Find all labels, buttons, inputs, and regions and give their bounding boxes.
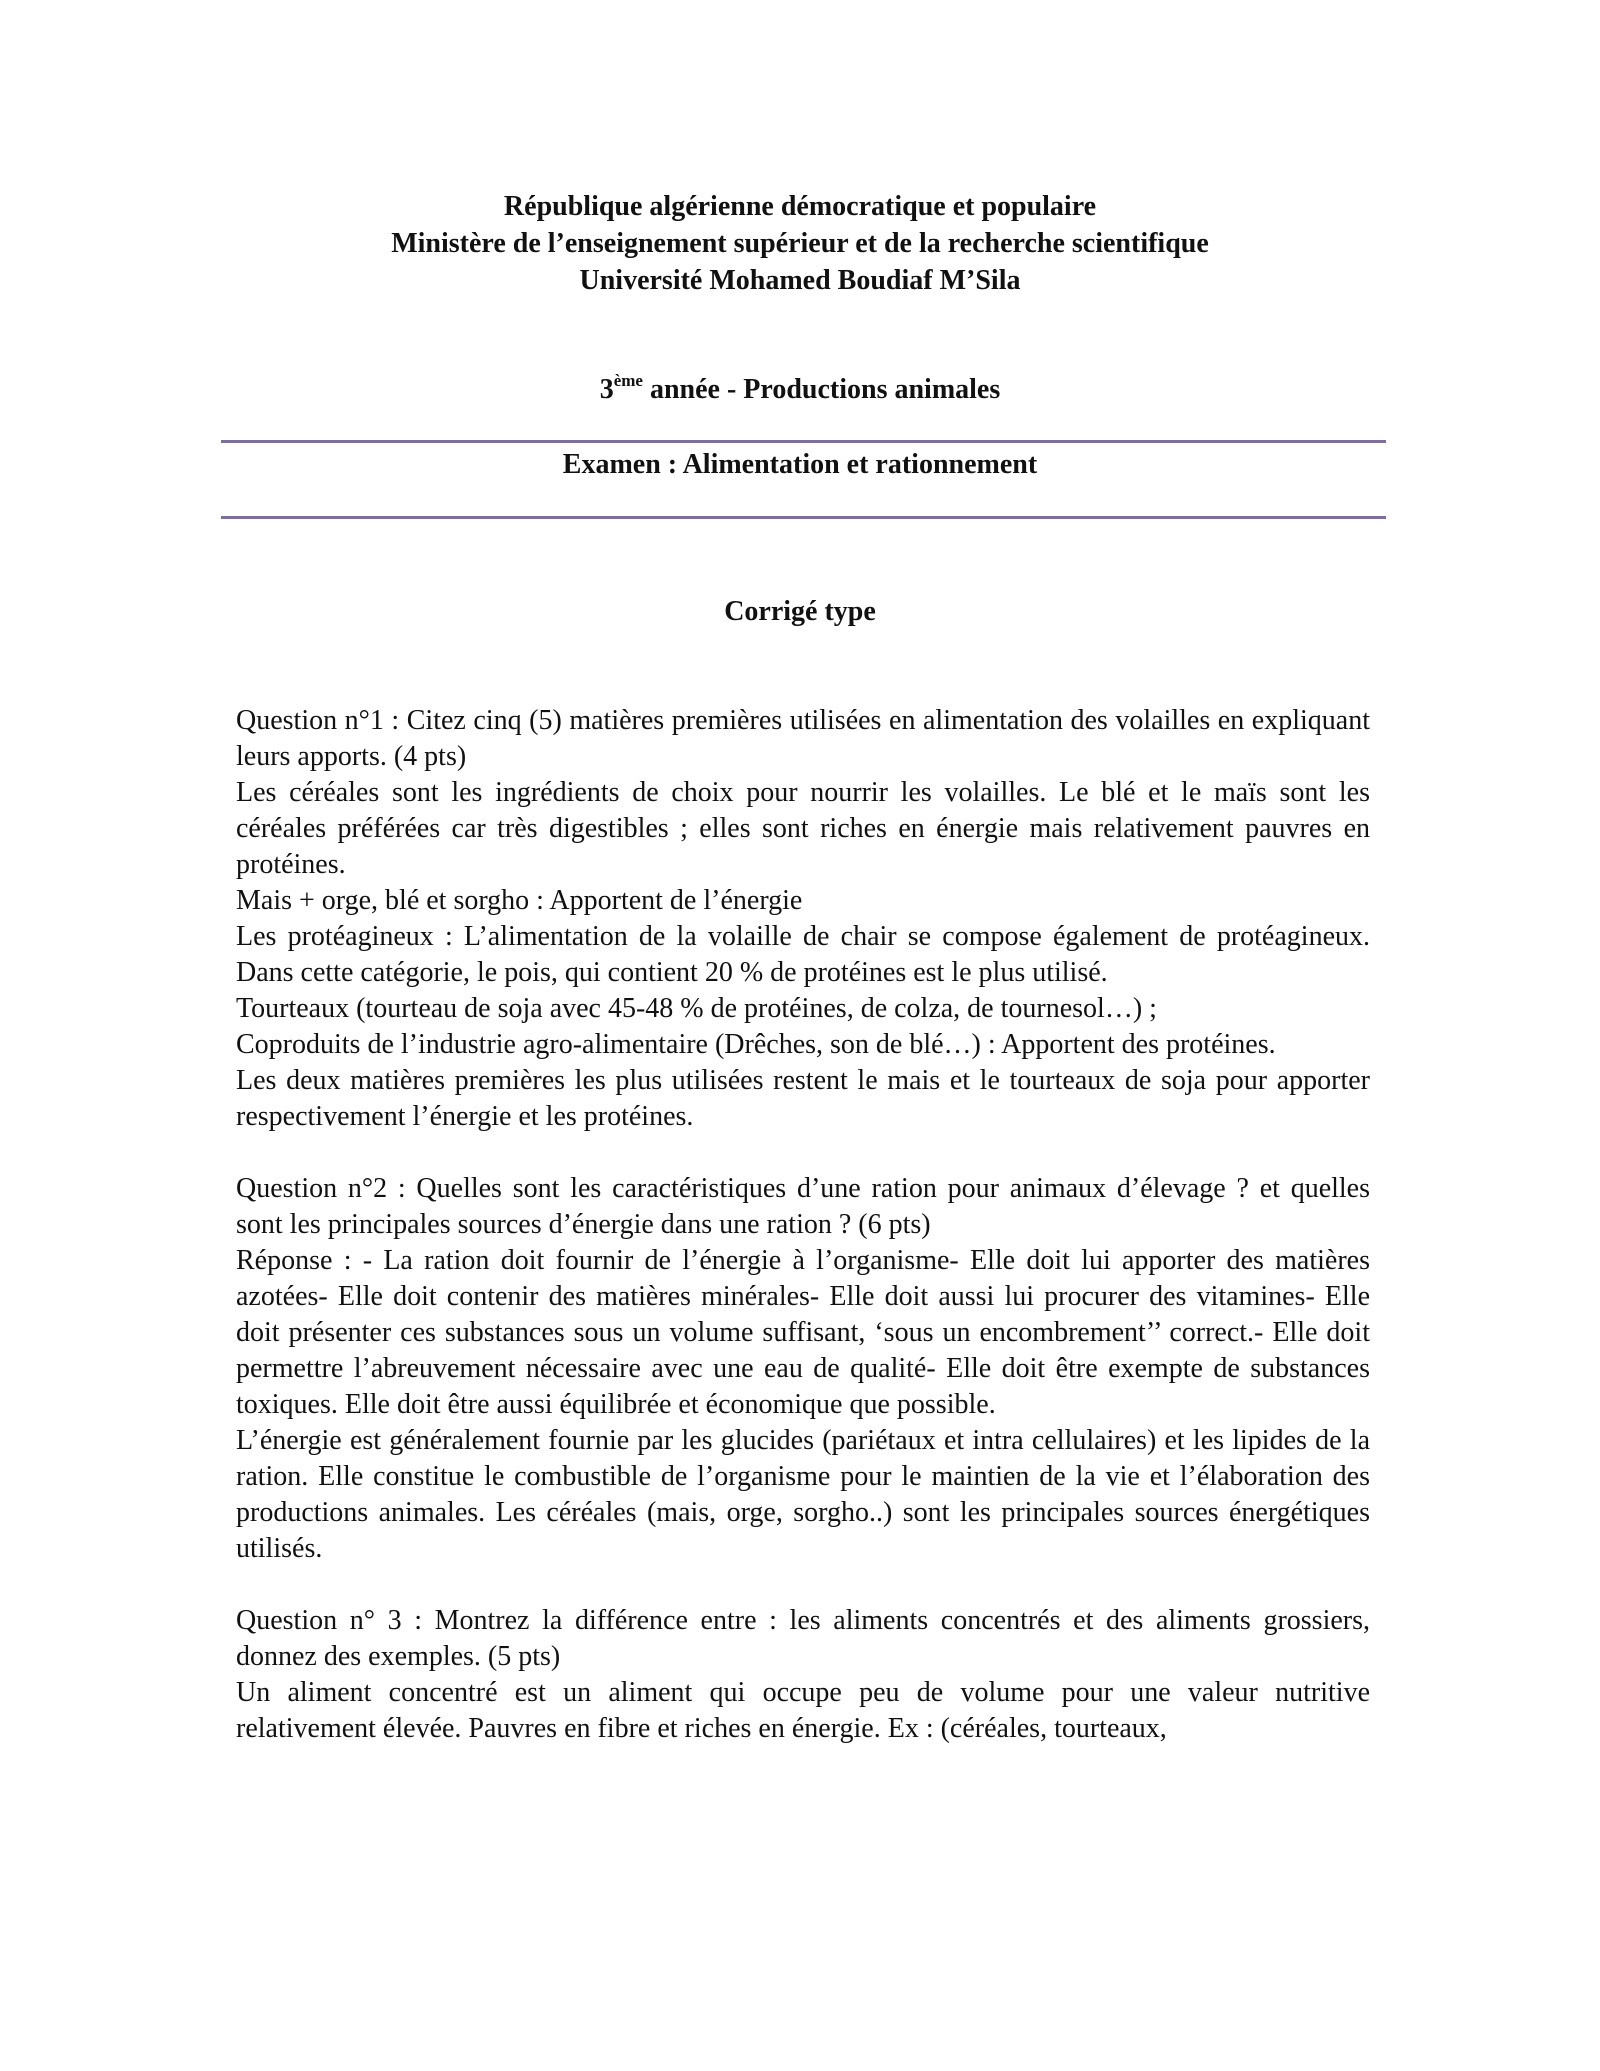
paragraph-gap [236,1135,1370,1171]
header-university: Université Mohamed Boudiaf M’Sila [579,265,1021,296]
question-3: Question n° 3 : Montrez la différence entre : les aliments concentrés et des aliments grossiers, donnez des exemples. (5 pts) [236,1605,1370,1672]
answer-1-paragraph: Les deux matières premières les plus utilisées restent le mais et le tourteaux de soja pour apporter respectivement l’énergie et les protéines. [236,1065,1370,1132]
answer-1-paragraph: Tourteaux (tourteau de soja avec 45-48 % de protéines, de colza, de tournesol…) ; [236,993,1157,1024]
year-suffix: ème [613,371,643,390]
header-republic: République algérienne démocratique et populaire [503,191,1097,222]
top-divider [221,440,1386,443]
paragraph-gap [236,1567,1370,1603]
answer-1-paragraph: Mais + orge, blé et sorgho : Apportent de l’énergie [236,885,803,916]
answer-1-paragraph: Les céréales sont les ingrédients de choix pour nourrir les volailles. Le blé et le maïs sont les céréales préférées car très digestibles ; elles sont riches en énergie mais relativement pauvres en protéines. [236,777,1370,880]
question-1: Question n°1 : Citez cinq (5) matières premières utilisées en alimentation des volailles en expliquant leurs apports. (4 pts) [236,705,1370,772]
question-2: Question n°2 : Quelles sont les caractéristiques d’une ration pour animaux d’élevage ? et quelles sont les principales sources d’énergie dans une ration ? (6 pts) [236,1173,1370,1240]
answer-1-paragraph: Coproduits de l’industrie agro-alimentaire (Drêches, son de blé…) : Apportent des protéines. [236,1029,1276,1060]
year-number: 3 [599,374,614,405]
year-program: année - Productions animales [642,374,1001,405]
document-body [236,703,1370,1747]
year-line [0,372,1600,408]
header-ministry: Ministère de l’enseignement supérieur et de la recherche scientifique [391,228,1209,259]
exam-title: Examen : Alimentation et rationnement [562,449,1038,480]
answer-1-paragraph: Les protéagineux : L’alimentation de la volaille de chair se compose également de protéagineux. Dans cette catégorie, le pois, qui contient 20 % de protéines est le plus utilisé. [236,921,1370,988]
answer-3-paragraph: Un aliment concentré est un aliment qui occupe peu de volume pour une valeur nutritive relativement élevée. Pauvres en fibre et riches en énergie. Ex : (céréales, tourteaux, [236,1677,1370,1744]
answer-2-paragraph: Réponse : - La ration doit fournir de l’énergie à l’organisme- Elle doit lui apporter des matières azotées- Elle doit contenir des matières minérales- Elle doit aussi lui procurer des vitamines- Elle doit présenter ces substances sous un volume suffisant, ‘sous un encombrement’’ correct.- Elle doit permettre l’abreuvement nécessaire avec une eau de qualité- Elle doit être exempte de substances toxiques. Elle doit être aussi équilibrée et économique que possible. [236,1245,1370,1420]
corrige-heading: Corrigé type [724,596,876,627]
institution-header [0,188,1600,299]
answer-2-paragraph: L’énergie est généralement fournie par les glucides (pariétaux et intra cellulaires) et les lipides de la ration. Elle constitue le combustible de l’organisme pour le maintien de la vie et l’élaboration des productions animales. Les céréales (mais, orge, sorgho..) sont les principales sources énergétiques utilisés. [236,1425,1370,1564]
bottom-divider [221,516,1386,519]
